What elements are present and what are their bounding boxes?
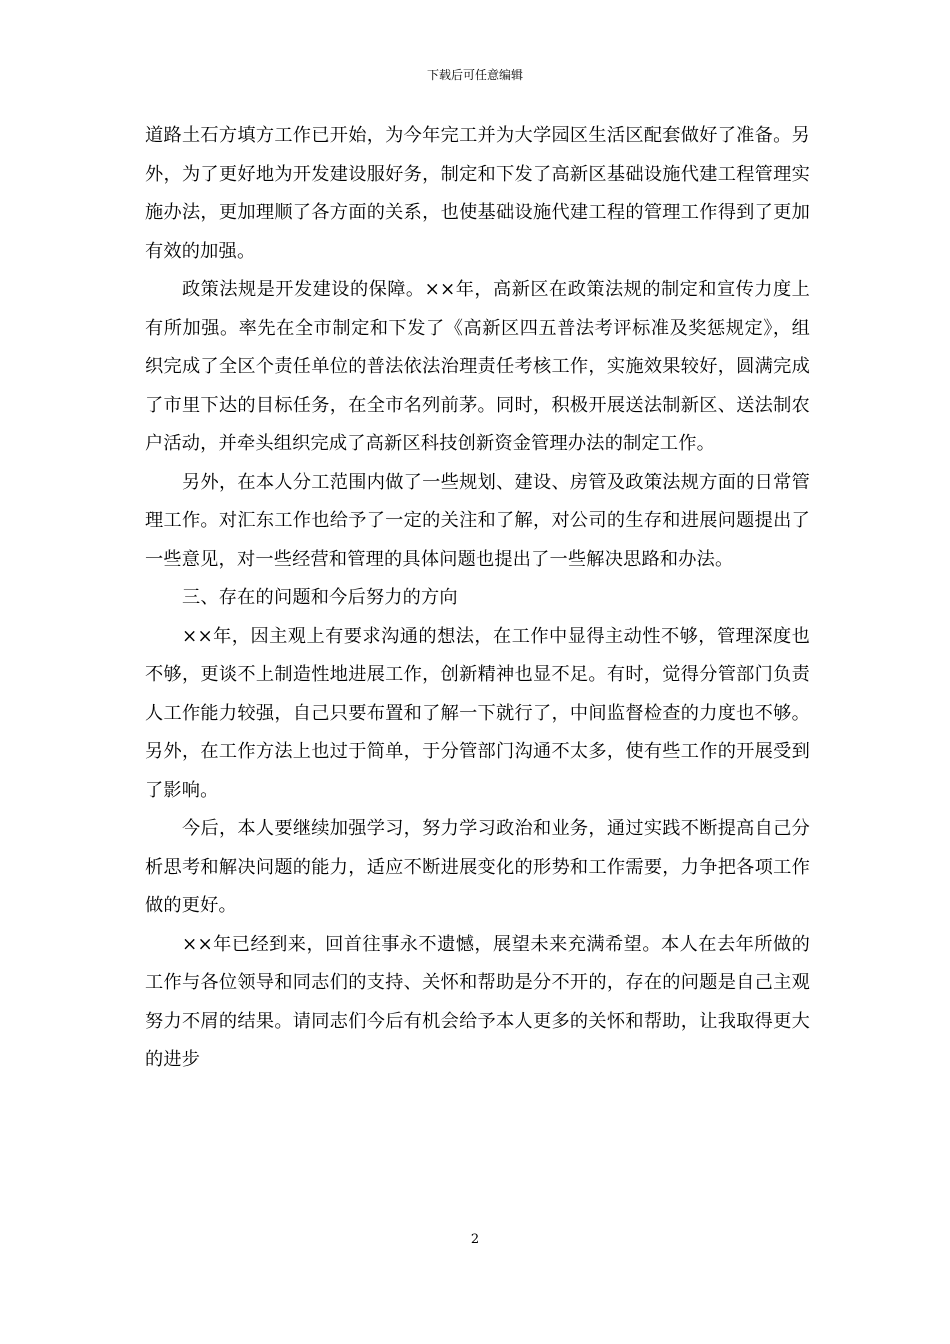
paragraph-future-plans: 今后，本人要继续加强学习，努力学习政治和业务，通过实践不断提高自己分析思考和解决问题的能力，适应不断进展变化的形势和工作需要，力争把各项工作做的更好。 [145, 818, 810, 916]
paragraph-closing: ××年已经到来，回首往事永不遗憾，展望未来充满希望。本人在去年所做的工作与各位领导和同志们的支持、关怀和帮助是分不开的，存在的问题是自己主观努力不屑的结果。请同志们今后有机会给予本人更多的关怀和帮助，让我取得更大的进步 [145, 933, 810, 1070]
paragraph-policy-regulations: 政策法规是开发建设的保障。××年，高新区在政策法规的制定和宣传力度上有所加强。率先在全市制定和下发了《高新区四五普法考评标准及奖惩规定》，组织完成了全区个责任单位的普法依法治理责任考核工作，实施效果较好，圆满完成了市里下达的目标任务，在全市名列前茅。同时，积极开展送法制新区、送法制农户活动，并牵头组织完成了高新区科技创新资金管理办法的制定工作。 [145, 279, 810, 454]
paragraph-daily-management: 另外，在本人分工范围内做了一些规划、建设、房管及政策法规方面的日常管理工作。对汇东工作也给予了一定的关注和了解，对公司的生存和进展问题提出了一些意见，对一些经营和管理的具体问题也提出了一些解决思路和办法。 [145, 471, 810, 570]
page-number: 2 [470, 1232, 480, 1247]
document-body [145, 117, 810, 1080]
paragraph-problems: ××年，因主观上有要求沟通的想法，在工作中显得主动性不够，管理深度也不够，更谈不上制造性地进展工作，创新精神也显不足。有时，觉得分管部门负责人工作能力较强，自己只要布置和了解一下就行了，中间监督检查的力度也不够。另外，在工作方法上也过于简单，于分管部门沟通不太多，使有些工作的开展受到了影响。 [145, 625, 810, 801]
section-heading-problems: 三、存在的问题和今后努力的方向 [182, 587, 458, 608]
paragraph-infrastructure: 道路土石方填方工作已开始，为今年完工并为大学园区生活区配套做好了准备。另外，为了更好地为开发建设服好务，制定和下发了高新区基础设施代建工程管理实施办法，更加理顺了各方面的关系，也使基础设施代建工程的管理工作得到了更加有效的加强。 [145, 125, 810, 262]
header-note: 下载后可任意编辑 [426, 68, 523, 82]
